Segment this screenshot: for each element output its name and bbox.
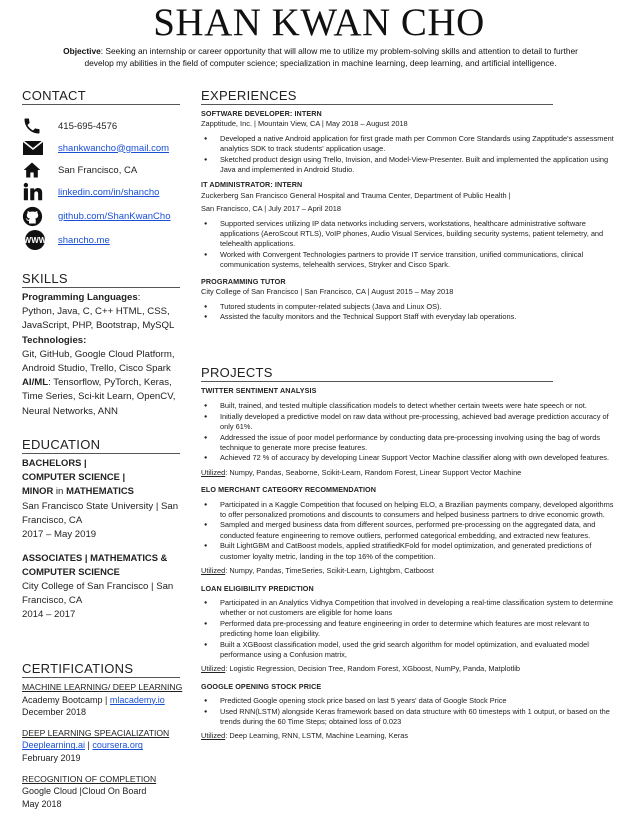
project3-utilized-label: Utilized xyxy=(201,664,226,674)
www-icon xyxy=(22,229,50,251)
cert1-date: December 2018 xyxy=(22,707,87,718)
cert2-date: February 2019 xyxy=(22,752,81,763)
job2-bullet-1: ● Supported services utilizing IP data networks including servers, workstations, healthcare administrative software applications (AeroScout RTLS), VoIP phones, Audio Visual Services, building security systems, patient telemetry, and telehealth applications. xyxy=(201,219,621,250)
project4-title: GOOGLE OPENING STOCK PRICE xyxy=(201,681,322,691)
project1-title: TWITTER SENTIMENT ANALYSIS xyxy=(201,386,317,395)
projects-rule xyxy=(201,381,553,382)
cert1-title: MACHINE LEARNING/ DEEP LEARNING xyxy=(22,682,183,692)
job2-meta-2: San Francisco, CA | July 2017 – April 2018 xyxy=(201,204,341,214)
cert1-link[interactable]: mlacademy.io xyxy=(109,694,165,705)
project2-bullet-1: ● Participated in a Kaggle Competition that focused on helping ELO, a Brazilian payments company, developed algorithms to offer personalized promotions and discounts to consumers and helped business partners to drive economic growth. xyxy=(201,500,621,521)
contact-github xyxy=(22,205,171,227)
project3-utilized xyxy=(201,664,621,674)
project1-utilized-label: Utilized xyxy=(201,467,226,477)
skill-technologies-text: Git, GitHub, Google Cloud Platform, Android Studio, Trello, Cisco Spark xyxy=(22,348,175,375)
experiences-rule xyxy=(201,104,553,105)
project2-utilized xyxy=(201,566,621,576)
education-block xyxy=(22,456,187,622)
job3-meta: City College of San Francisco | San Francisco, CA | August 2015 – May 2018 xyxy=(201,287,454,297)
cert2-org xyxy=(22,739,187,752)
cert3-title: RECOGNITION OF COMPLETION xyxy=(22,773,157,784)
job1-title: SOFTWARE DEVELOPER: INTERN xyxy=(201,109,322,118)
objective xyxy=(48,45,593,69)
job1-bullet-2: ● Sketched product design using Trello, Invision, and Model-View-Presenter. Built and implemented the application using Java and implemented in Android Studio. xyxy=(201,155,621,176)
projects-block xyxy=(201,386,621,742)
project2-utilized-text: : Numpy, Pandas, TimeSeries, Scikit-Learn, Lightgbm, Catboost xyxy=(225,566,434,576)
mail-icon xyxy=(22,137,50,159)
projects-heading: PROJECTS xyxy=(201,365,273,380)
objective-text: : Seeking an internship or career opportunity that will allow me to utilize my problem-solving skills and attention to detail to further develop my abilities in the field of computer science; specialization in machine learning, deep learning, and artificial intelligence. xyxy=(84,46,578,68)
skills-heading: SKILLS xyxy=(22,271,68,286)
contact-rule xyxy=(22,104,180,105)
edu1-minor xyxy=(22,484,187,499)
project2-bullet-3: ● Built LightGBM and CatBoost models, applied stratifiedKFold for model optimization, and generated predictions of customer loyalty metric, landing in the top 16% of the competition. xyxy=(201,541,621,562)
phone-text: 415-695-4576 xyxy=(58,120,118,132)
edu2-school: City College of San Francisco | San Francisco, CA xyxy=(22,580,174,606)
cert2-link1[interactable]: Deeplearning.ai xyxy=(22,740,86,751)
project2-title: ELO MERCHANT CATEGORY RECOMMENDATION xyxy=(201,485,377,495)
project4-utilized-label: Utilized xyxy=(201,731,226,741)
certifications-heading: CERTIFICATIONS xyxy=(22,661,134,676)
skill-ai-text: : Tensorflow, PyTorch, Keras, Time Series, Sci-kit Learn, OpenCV, Neural Networks, ANN xyxy=(22,377,176,417)
job2-bullet-2: ● Worked with Convergent Technologies partners to provide IT service transition, unified communications, clinical communication systems, telehealth services, Stryker and Cisco Spark. xyxy=(201,250,621,271)
job1-bullet-1: ● Developed a native Android application for first grade math per Common Core Standards using Zapptitude's assessment analytics SDK to track students' application usage. xyxy=(201,134,621,155)
github-icon xyxy=(22,205,50,227)
project3-title: LOAN ELIGIBILITY PREDICTION xyxy=(201,583,314,593)
project3-utilized-text: : Logistic Regression, Decision Tree, Random Forest, XGboost, NumPy, Panda, Matplotlib xyxy=(225,664,521,674)
linkedin-icon xyxy=(22,181,50,203)
skill-technologies xyxy=(22,334,187,377)
cert2-sep: | xyxy=(85,740,93,751)
project1-bullet-2: ● Initially developed a predictive model on raw data without pre-processing, achieved bad average prediction accuracy of only 61%. xyxy=(201,412,621,433)
skill-programming: Programming Languages: Python, Java, C, C++ HTML, CSS, JavaScript, PHP, Bootstrap, MySQL xyxy=(22,292,175,332)
location-text: San Francisco, CA xyxy=(58,164,138,176)
job1-meta: Zapptitude, Inc. | Mountain View, CA | May 2018 – August 2018 xyxy=(201,119,408,129)
job3-bullet-2: ● Assisted the faculty monitors and the Technical Support Staff with everyday lab operations. xyxy=(201,312,621,322)
project4-utilized xyxy=(201,731,621,741)
email-link[interactable]: shankwancho@gmail.com xyxy=(58,142,170,154)
project1-utilized xyxy=(201,468,621,478)
skill-programming-label: Programming Languages xyxy=(22,292,138,303)
project3-bullet-3: ● Built a XGBoost classification model, used the grid search algorithm for model optimization, and evaluated model performance using a Confusion matrix, xyxy=(201,640,621,661)
contact-linkedin xyxy=(22,181,160,203)
resume-name: SHAN KWAN CHO xyxy=(153,1,485,44)
education-heading: EDUCATION xyxy=(22,437,101,452)
project1-bullet-4: ● Achieved 72 % of accuracy by developing Linear Support Vector Machine classifier along with own developed features. xyxy=(201,453,621,463)
project1-bullet-3: ● Addressed the issue of poor model performance by conducting data pre-processing involving using the bag of words technique to generate more precise features. xyxy=(201,433,621,454)
github-link[interactable]: github.com/ShanKwanCho xyxy=(58,210,171,222)
skills-rule xyxy=(22,287,180,288)
experiences-block xyxy=(201,109,621,322)
home-icon xyxy=(22,159,50,181)
education-rule xyxy=(22,453,180,454)
contact-email xyxy=(22,137,170,159)
project1-bullet-1: ● Built, trained, and tested multiple classification models to detect whether certain tweets were hate speech or not. xyxy=(201,401,621,411)
phone-icon xyxy=(22,115,50,137)
project4-bullet-2: ● Used RNN(LSTM) alongside Keras framework based on data structure with 60 timesteps with 1 output, or based on the trends during the 60 Time Steps; obtained loss of 0.023 xyxy=(201,707,621,728)
cert1-org-text: Academy Bootcamp | xyxy=(22,694,110,705)
job3-title: PROGRAMMING TUTOR xyxy=(201,276,286,286)
project4-bullet-1: ● Predicted Google opening stock price based on last 5 years' data of Google Stock Price xyxy=(201,696,621,706)
project4-utilized-text: : Deep Learning, RNN, LSTM, Machine Learning, Keras xyxy=(225,731,409,741)
project2-bullet-2: ● Sampled and merged business data from different sources, performed pre-processing on the aggregated data, and conducted feature engineering to remove outliers, performed categorical embedding, and extracted new features. xyxy=(201,520,621,541)
objective-label: Objective xyxy=(63,46,101,56)
cert3-date: May 2018 xyxy=(22,798,62,809)
skill-programming-text: Python, Java, C, C++ HTML, CSS, JavaScript, PHP, Bootstrap, MySQL xyxy=(22,306,175,332)
cert3-org: Google Cloud |Cloud On Board xyxy=(22,786,147,797)
certifications-rule xyxy=(22,677,180,678)
cert1-org xyxy=(22,694,187,707)
contact-heading: CONTACT xyxy=(22,88,86,103)
job2-title: IT ADMINISTRATOR: INTERN xyxy=(201,180,303,190)
cert2-link2[interactable]: coursera.org xyxy=(92,740,143,751)
edu1-minor-in: in xyxy=(53,486,67,498)
experiences-heading: EXPERIENCES xyxy=(201,88,297,103)
skill-ai xyxy=(22,376,187,419)
website-link[interactable]: shancho.me xyxy=(58,234,110,246)
contact-phone xyxy=(22,115,118,137)
contact-location xyxy=(22,159,138,181)
edu1-dates: 2017 – May 2019 xyxy=(22,529,97,541)
project1-utilized-text: : Numpy, Pandas, Seaborne, Scikit-Learn, Random Forest, Linear Support Vector Machine xyxy=(225,467,522,477)
edu2-degree: ASSOCIATES | MATHEMATICS & COMPUTER SCIENCE xyxy=(22,552,168,578)
contact-website xyxy=(22,229,110,251)
project3-bullet-1: ● Participated in an Analytics Vidhya Competition that involved in developing a real-time classification system to determine whether or not customers are eligible for home loans xyxy=(201,598,621,619)
certifications-block xyxy=(22,681,187,810)
skill-technologies-label: Technologies: xyxy=(22,334,87,346)
project3-bullet-2: ● Performed data pre-processing and feature engineering in order to determine which features are most relevant to predicting home loan eligibility. xyxy=(201,619,621,640)
edu1-minor-b: MATHEMATICS xyxy=(66,485,134,497)
project2-utilized-label: Utilized xyxy=(201,566,226,576)
edu1-school: San Francisco State University | San Francisco, CA xyxy=(22,500,179,526)
edu1-degree-b: COMPUTER SCIENCE | xyxy=(22,471,126,483)
job3-bullet-1: ● Tutored students in computer-related subjects (Java and Linux OS). xyxy=(201,302,621,312)
skills-block xyxy=(22,291,187,419)
cert2-title: DEEP LEARNING SPEACIALIZATION xyxy=(22,727,170,738)
job2-meta-1: Zuckerberg San Francisco General Hospital and Trauma Center, Department of Public Health | xyxy=(201,190,511,200)
www-label: WWW xyxy=(23,236,47,245)
edu1-degree-a: BACHELORS | xyxy=(22,457,87,468)
edu2-dates: 2014 – 2017 xyxy=(22,609,76,621)
edu1-minor-a: MINOR xyxy=(22,485,54,497)
linkedin-link[interactable]: linkedin.com/in/shancho xyxy=(58,186,160,198)
skill-ai-label: AI/ML xyxy=(22,377,49,389)
